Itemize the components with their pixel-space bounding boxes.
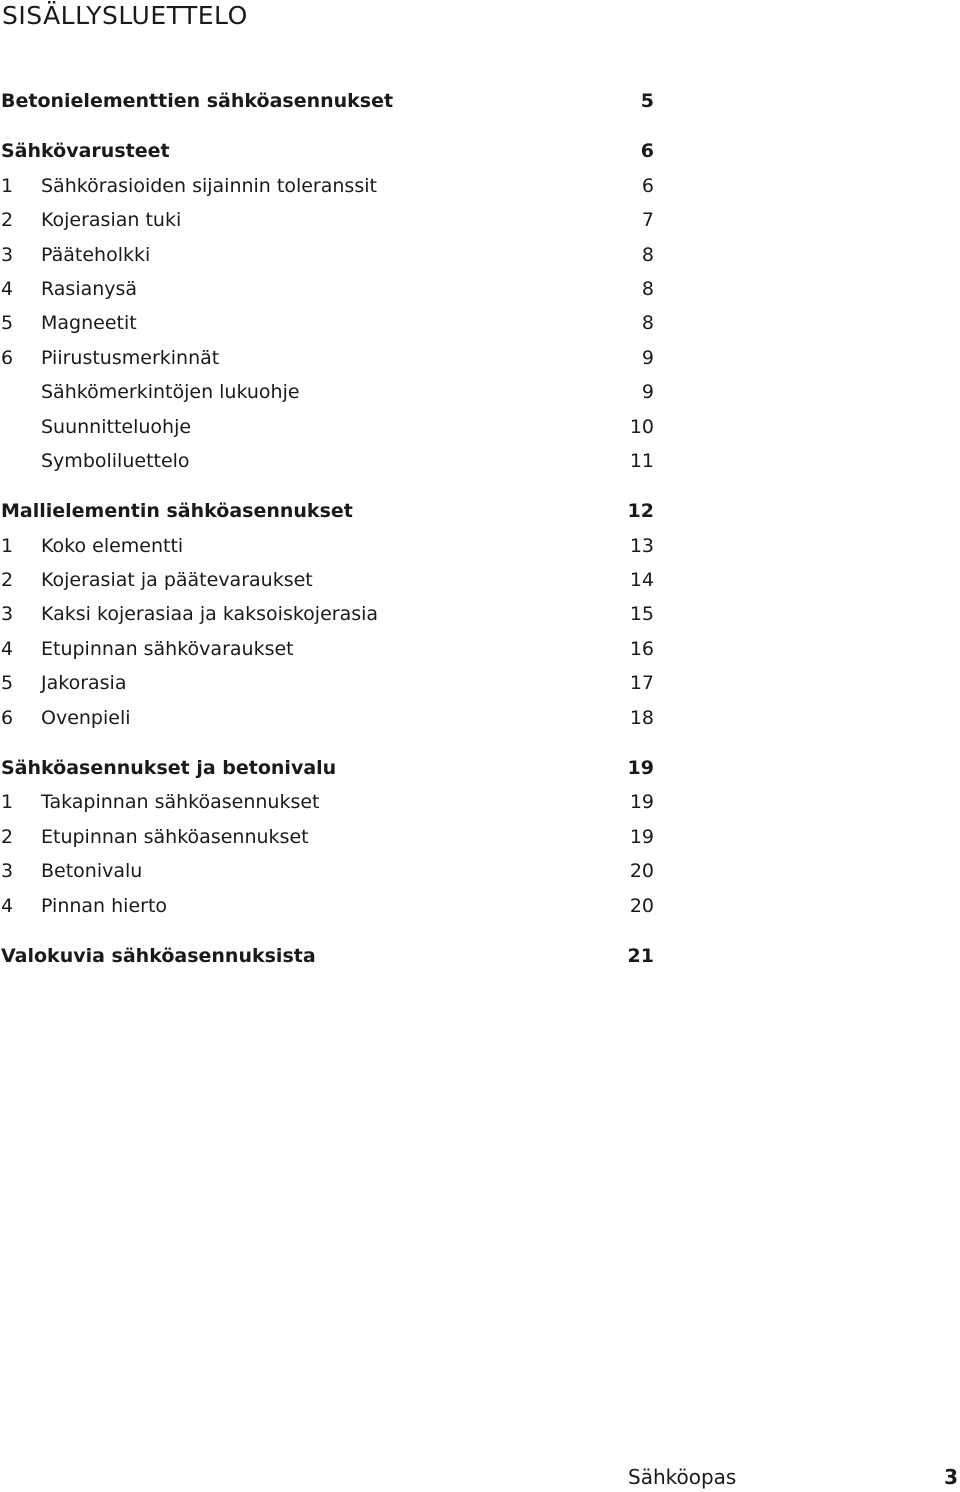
- toc-entry[interactable]: [0, 341, 656, 375]
- toc-entry-number: 3: [1, 860, 14, 883]
- toc-entry-page: 19: [629, 825, 654, 848]
- toc-entry[interactable]: [0, 444, 656, 478]
- toc-entry[interactable]: [0, 375, 656, 409]
- toc-entry-number: 6: [1, 346, 14, 369]
- toc-entry-label: Takapinnan sähköasennukset: [41, 791, 320, 814]
- toc-entry[interactable]: [0, 820, 656, 854]
- toc-entry-number: 3: [1, 603, 14, 626]
- toc-entry-number: 3: [1, 243, 14, 266]
- toc-entry-page: 19: [629, 791, 654, 814]
- toc-entry-number: 5: [1, 672, 14, 695]
- toc-entry-number: 1: [1, 791, 14, 814]
- toc-section: [0, 494, 656, 735]
- toc-heading-label: Sähkövarusteet: [1, 140, 170, 163]
- toc-entry-page: 9: [641, 381, 654, 404]
- toc-entry-number: 4: [1, 637, 14, 660]
- toc-entry-label: Etupinnan sähkövaraukset: [41, 637, 294, 660]
- toc-entry[interactable]: [0, 410, 656, 444]
- toc-entry-label: Magneetit: [41, 312, 137, 335]
- toc-heading-label: Sähköasennukset ja betonivalu: [1, 757, 337, 780]
- toc-heading-label: Betonielementtien sähköasennukset: [1, 90, 394, 112]
- toc-section-heading[interactable]: [0, 84, 656, 118]
- toc-entry-page: 13: [629, 534, 654, 557]
- toc-entry-label: Rasianysä: [41, 277, 138, 300]
- toc-entry-label: Kaksi kojerasiaa ja kaksoiskojerasia: [41, 603, 379, 626]
- toc-entry[interactable]: [0, 169, 656, 203]
- toc-entry-label: Pääteholkki: [41, 243, 151, 266]
- toc-entry-label: Symboliluettelo: [41, 449, 190, 472]
- toc-entry-number: 2: [1, 825, 14, 848]
- toc-entry-number: 2: [1, 569, 14, 592]
- toc-heading-page: 21: [627, 944, 654, 967]
- toc-entry[interactable]: [0, 306, 656, 340]
- toc-entry-label: Pinnan hierto: [41, 894, 168, 917]
- toc-entry-label: Etupinnan sähköasennukset: [41, 825, 309, 848]
- toc-entry[interactable]: [0, 597, 656, 631]
- toc-heading-page: 6: [640, 140, 654, 163]
- toc-entry-page: 8: [641, 243, 654, 266]
- toc-entry-number: 6: [1, 706, 14, 729]
- toc-entry[interactable]: [0, 203, 656, 237]
- toc-entry-page: 20: [629, 860, 654, 883]
- toc-entry-number: 4: [1, 277, 14, 300]
- toc-entry[interactable]: [0, 785, 656, 819]
- toc-entry-number: 1: [1, 174, 14, 197]
- toc-heading-label: Valokuvia sähköasennuksista: [1, 944, 316, 967]
- toc-entry-page: 7: [641, 209, 654, 232]
- toc-entry-page: 15: [629, 603, 654, 626]
- toc-entry-page: 10: [629, 415, 654, 438]
- toc-entry-page: 6: [641, 174, 654, 197]
- toc-entry-label: Betonivalu: [41, 860, 143, 883]
- toc-entry-page: 11: [629, 449, 654, 472]
- toc-entry[interactable]: [0, 666, 656, 700]
- toc-entry[interactable]: [0, 854, 656, 888]
- toc-entry-page: 20: [629, 894, 654, 917]
- toc-entry[interactable]: [0, 563, 656, 597]
- toc-entry-label: Ovenpieli: [41, 706, 131, 729]
- toc-heading-label: Mallielementin sähköasennukset: [1, 500, 353, 523]
- toc-entry-label: Sähkömerkintöjen lukuohje: [41, 381, 300, 404]
- table-of-contents: [0, 84, 656, 989]
- toc-section: [0, 134, 656, 478]
- toc-heading-page: 5: [640, 90, 654, 112]
- toc-entry-label: Suunnitteluohje: [41, 415, 192, 438]
- toc-entry-label: Koko elementti: [41, 534, 184, 557]
- toc-entry[interactable]: [0, 272, 656, 306]
- toc-entry[interactable]: [0, 889, 656, 923]
- toc-entry-page: 9: [641, 346, 654, 369]
- page-title: SISÄLLYSLUETTELO: [2, 1, 248, 30]
- toc-entry[interactable]: [0, 529, 656, 563]
- toc-section: [0, 751, 656, 923]
- toc-section: [0, 84, 656, 118]
- toc-section-heading[interactable]: [0, 134, 656, 168]
- toc-entry-page: 16: [629, 637, 654, 660]
- toc-section: [0, 939, 656, 973]
- toc-section-heading[interactable]: [0, 494, 656, 528]
- toc-heading-page: 12: [627, 500, 654, 523]
- toc-entry-page: 18: [629, 706, 654, 729]
- toc-entry-page: 8: [641, 312, 654, 335]
- toc-entry[interactable]: [0, 701, 656, 735]
- toc-entry-label: Sähkörasioiden sijainnin toleranssit: [41, 174, 377, 197]
- footer-page-number: 3: [944, 1465, 958, 1489]
- toc-entry-number: 1: [1, 534, 14, 557]
- toc-entry-label: Kojerasiat ja päätevaraukset: [41, 569, 313, 592]
- toc-entry[interactable]: [0, 238, 656, 272]
- toc-entry-label: Jakorasia: [41, 672, 127, 695]
- toc-entry-number: 4: [1, 894, 14, 917]
- toc-entry-label: Piirustusmerkinnät: [41, 346, 220, 369]
- toc-entry-number: 2: [1, 209, 14, 232]
- toc-section-heading[interactable]: [0, 939, 656, 973]
- toc-entry[interactable]: [0, 632, 656, 666]
- toc-entry-label: Kojerasian tuki: [41, 209, 182, 232]
- toc-entry-page: 8: [641, 277, 654, 300]
- toc-entry-number: 5: [1, 312, 14, 335]
- toc-heading-page: 19: [627, 757, 654, 780]
- toc-entry-page: 14: [629, 569, 654, 592]
- toc-section-heading[interactable]: [0, 751, 656, 785]
- toc-entry-page: 17: [629, 672, 654, 695]
- footer-title: Sähköopas: [628, 1465, 737, 1489]
